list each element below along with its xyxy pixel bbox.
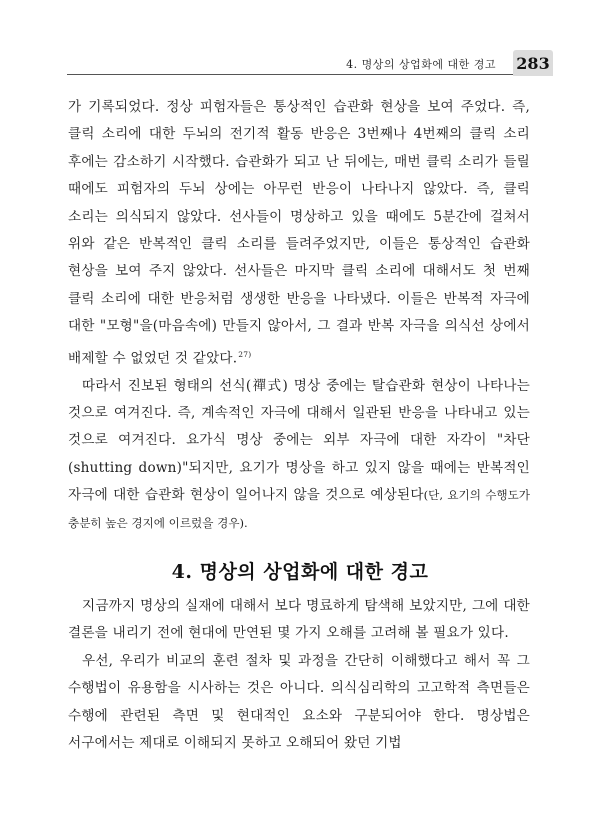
paragraph-2-text: 따라서 진보된 형태의 선식(禪式) 명상 중에는 탈습관화 현상이 나타나는 것으로 여겨진다. 즉, 계속적인 자극에 대해서 일관된 반응을 나타내고 있는 것으로 여겨진다. 요가식 명상 중에는 외부 자극에 대한 자각이 "차단(shutting down)"되지만, 요기가 명상을 하고 있지 않을 때에는 반복적인 자극에 대한 습관화 현상이 일어나지 않을 것으로 예상된다 bbox=[68, 377, 530, 504]
paragraph-2-note: (단, 요기의 수행도가 충분히 높은 경지에 이르렀을 경우). bbox=[68, 488, 530, 530]
paragraph-3: 지금까지 명상의 실재에 대해서 보다 명료하게 탐색해 보았지만, 그에 대한 결론을 내리기 전에 현대에 만연된 몇 가지 오해를 고려해 볼 필요가 있다. bbox=[68, 598, 530, 642]
paragraph-4: 우선, 우리가 비교의 훈련 절차 및 과정을 간단히 이해했다고 해서 꼭 그 수행법이 유용함을 시사하는 것은 아니다. 의식심리학의 고고학적 측면들은 수행에 관련된 측면 및 현대적인 요소와 구분되어야 한다. 명상법은 서구에서는 제대로 이해되지 못하고 오해되어 왔던 기법 bbox=[68, 652, 530, 752]
section-title: 4. 명상의 상업화에 대한 경고 bbox=[171, 560, 429, 583]
footnote-marker: 27) bbox=[238, 349, 252, 359]
header-rule bbox=[67, 74, 513, 75]
body-text-bottom bbox=[68, 593, 530, 757]
running-head: 4. 명상의 상업화에 대한 경고 bbox=[346, 58, 496, 71]
paragraph-1 bbox=[68, 94, 530, 373]
page-number-tab bbox=[513, 50, 553, 76]
body-text-top bbox=[68, 94, 530, 537]
page-header bbox=[0, 0, 600, 80]
paragraph-1-text: 가 기록되었다. 정상 피험자들은 통상적인 습관화 현상을 보여 주었다. 즉, 클릭 소리에 대한 두뇌의 전기적 활동 반응은 3번째나 4번째의 클릭 소리 후에는 감소하기 시작했다. 습관화가 되고 난 뒤에는, 매번 클릭 소리가 들릴 때에도 피험자의 두뇌 상에는 아무런 반응이 나타나지 않았다. 즉, 클릭 소리는 의식되지 않았다. 선사들이 명상하고 있을 때에도 5분간에 걸쳐서 위와 같은 반복적인 클릭 소리를 들려주었지만, 이들은 통상적인 습관화 현상을 보여 주지 않았다. 선사들은 마지막 클릭 소리에 대해서도 첫 번째 클릭 소리에 대한 반응처럼 생생한 반응을 나타냈다. 이들은 반복적 자극에 대한 "모형"을(마음속에) 만들지 않아서, 그 결과 반복 자극을 의식선 상에서 배제할 수 없었던 것 같았다. bbox=[68, 99, 530, 367]
page-number: 283 bbox=[516, 53, 550, 73]
paragraph-2 bbox=[68, 373, 530, 537]
